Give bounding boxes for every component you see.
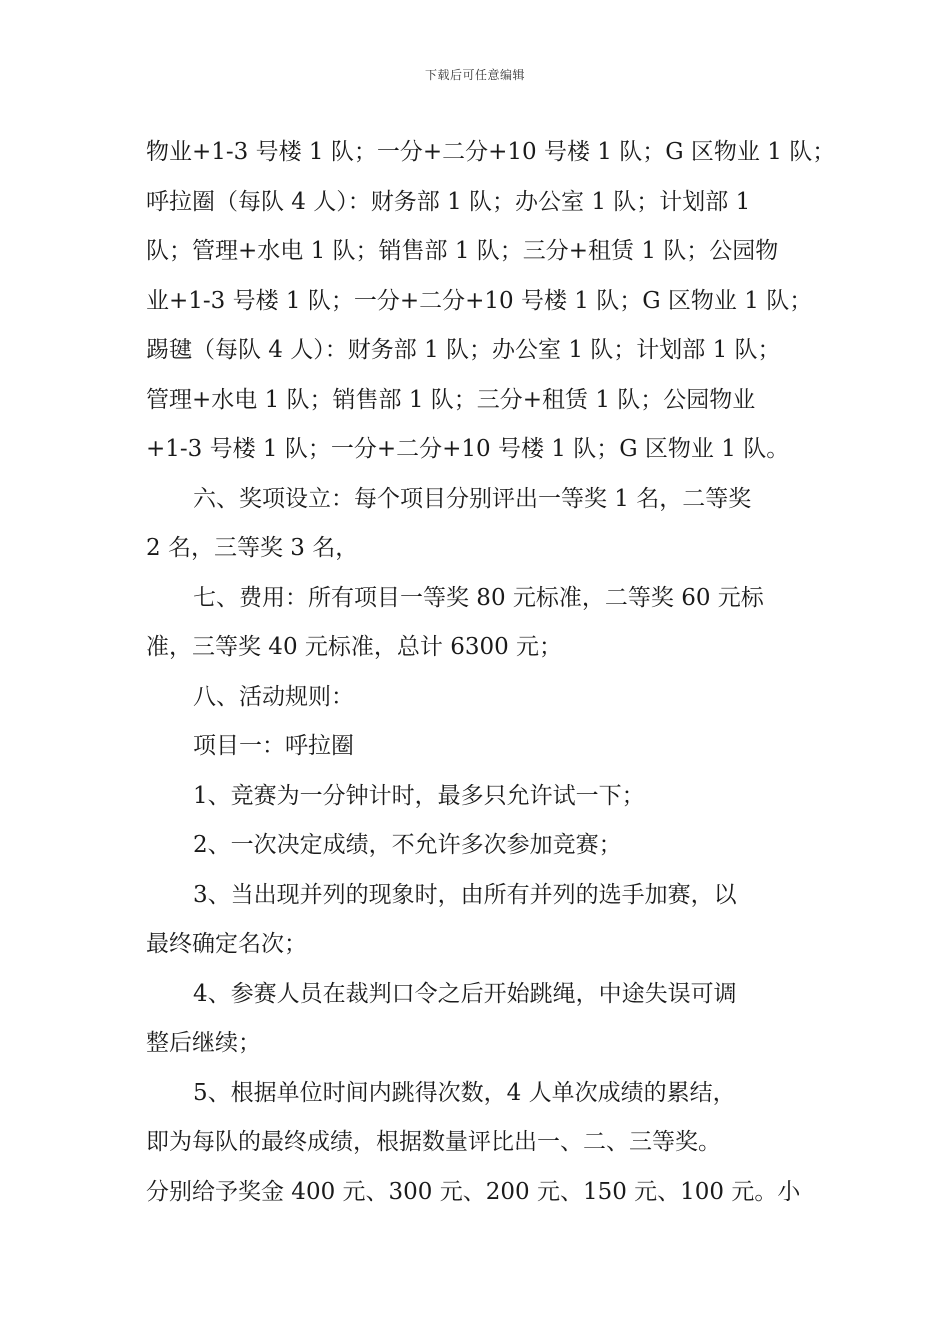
paragraph-line: 呼拉圈（每队 4 人）：财务部 1 队；办公室 1 队；计划部 1 — [146, 188, 751, 215]
paragraph-line: 最终确定名次； — [146, 931, 307, 957]
page-header: 下载后可任意编辑 — [424, 68, 525, 82]
paragraph-line: 整后继续； — [146, 1030, 261, 1056]
document-body — [146, 128, 836, 1217]
paragraph-line: 4、参赛人员在裁判口令之后开始跳绳，中途失误可调 — [193, 980, 737, 1007]
paragraph-line: 2、一次决定成绩，不允许多次参加竞赛； — [193, 832, 622, 858]
paragraph-line: 七、费用：所有项目一等奖 80 元标准，二等奖 60 元标 — [193, 584, 764, 611]
paragraph-line: 管理+水电 1 队；销售部 1 队；三分+租赁 1 队；公园物业 — [146, 386, 756, 413]
paragraph-line: 分别给予奖金 400 元、300 元、200 元、150 元、100 元。小 — [146, 1178, 801, 1205]
paragraph-line: 即为每队的最终成绩，根据数量评比出一、二、三等奖。 — [146, 1129, 721, 1155]
paragraph-line: 八、活动规则： — [193, 683, 354, 710]
paragraph-line: 六、奖项设立：每个项目分别评出一等奖 1 名，二等奖 — [193, 485, 752, 512]
paragraph-line: 业+1-3 号楼 1 队；一分+二分+10 号楼 1 队；G 区物业 1 队； — [146, 287, 813, 314]
paragraph-line: 1、竞赛为一分钟计时，最多只允许试一下； — [193, 782, 645, 809]
paragraph-line: 踢毽（每队 4 人）：财务部 1 队；办公室 1 队；计划部 1 队； — [146, 337, 781, 363]
paragraph-line: 5、根据单位时间内跳得次数，4 人单次成绩的累结， — [193, 1079, 736, 1106]
paragraph-line: 准，三等奖 40 元标准，总计 6300 元； — [146, 634, 563, 660]
paragraph-line: 2 名，三等奖 3 名， — [146, 535, 359, 561]
paragraph-line: 项目一：呼拉圈 — [193, 733, 354, 759]
paragraph-line: +1-3 号楼 1 队；一分+二分+10 号楼 1 队；G 区物业 1 队。 — [146, 436, 790, 462]
paragraph-line: 队；管理+水电 1 队；销售部 1 队；三分+租赁 1 队；公园物 — [146, 238, 779, 264]
paragraph-line: 物业+1-3 号楼 1 队；一分+二分+10 号楼 1 队；G 区物业 1 队； — [146, 139, 836, 165]
paragraph-line: 3、当出现并列的现象时，由所有并列的选手加赛，以 — [193, 881, 737, 908]
